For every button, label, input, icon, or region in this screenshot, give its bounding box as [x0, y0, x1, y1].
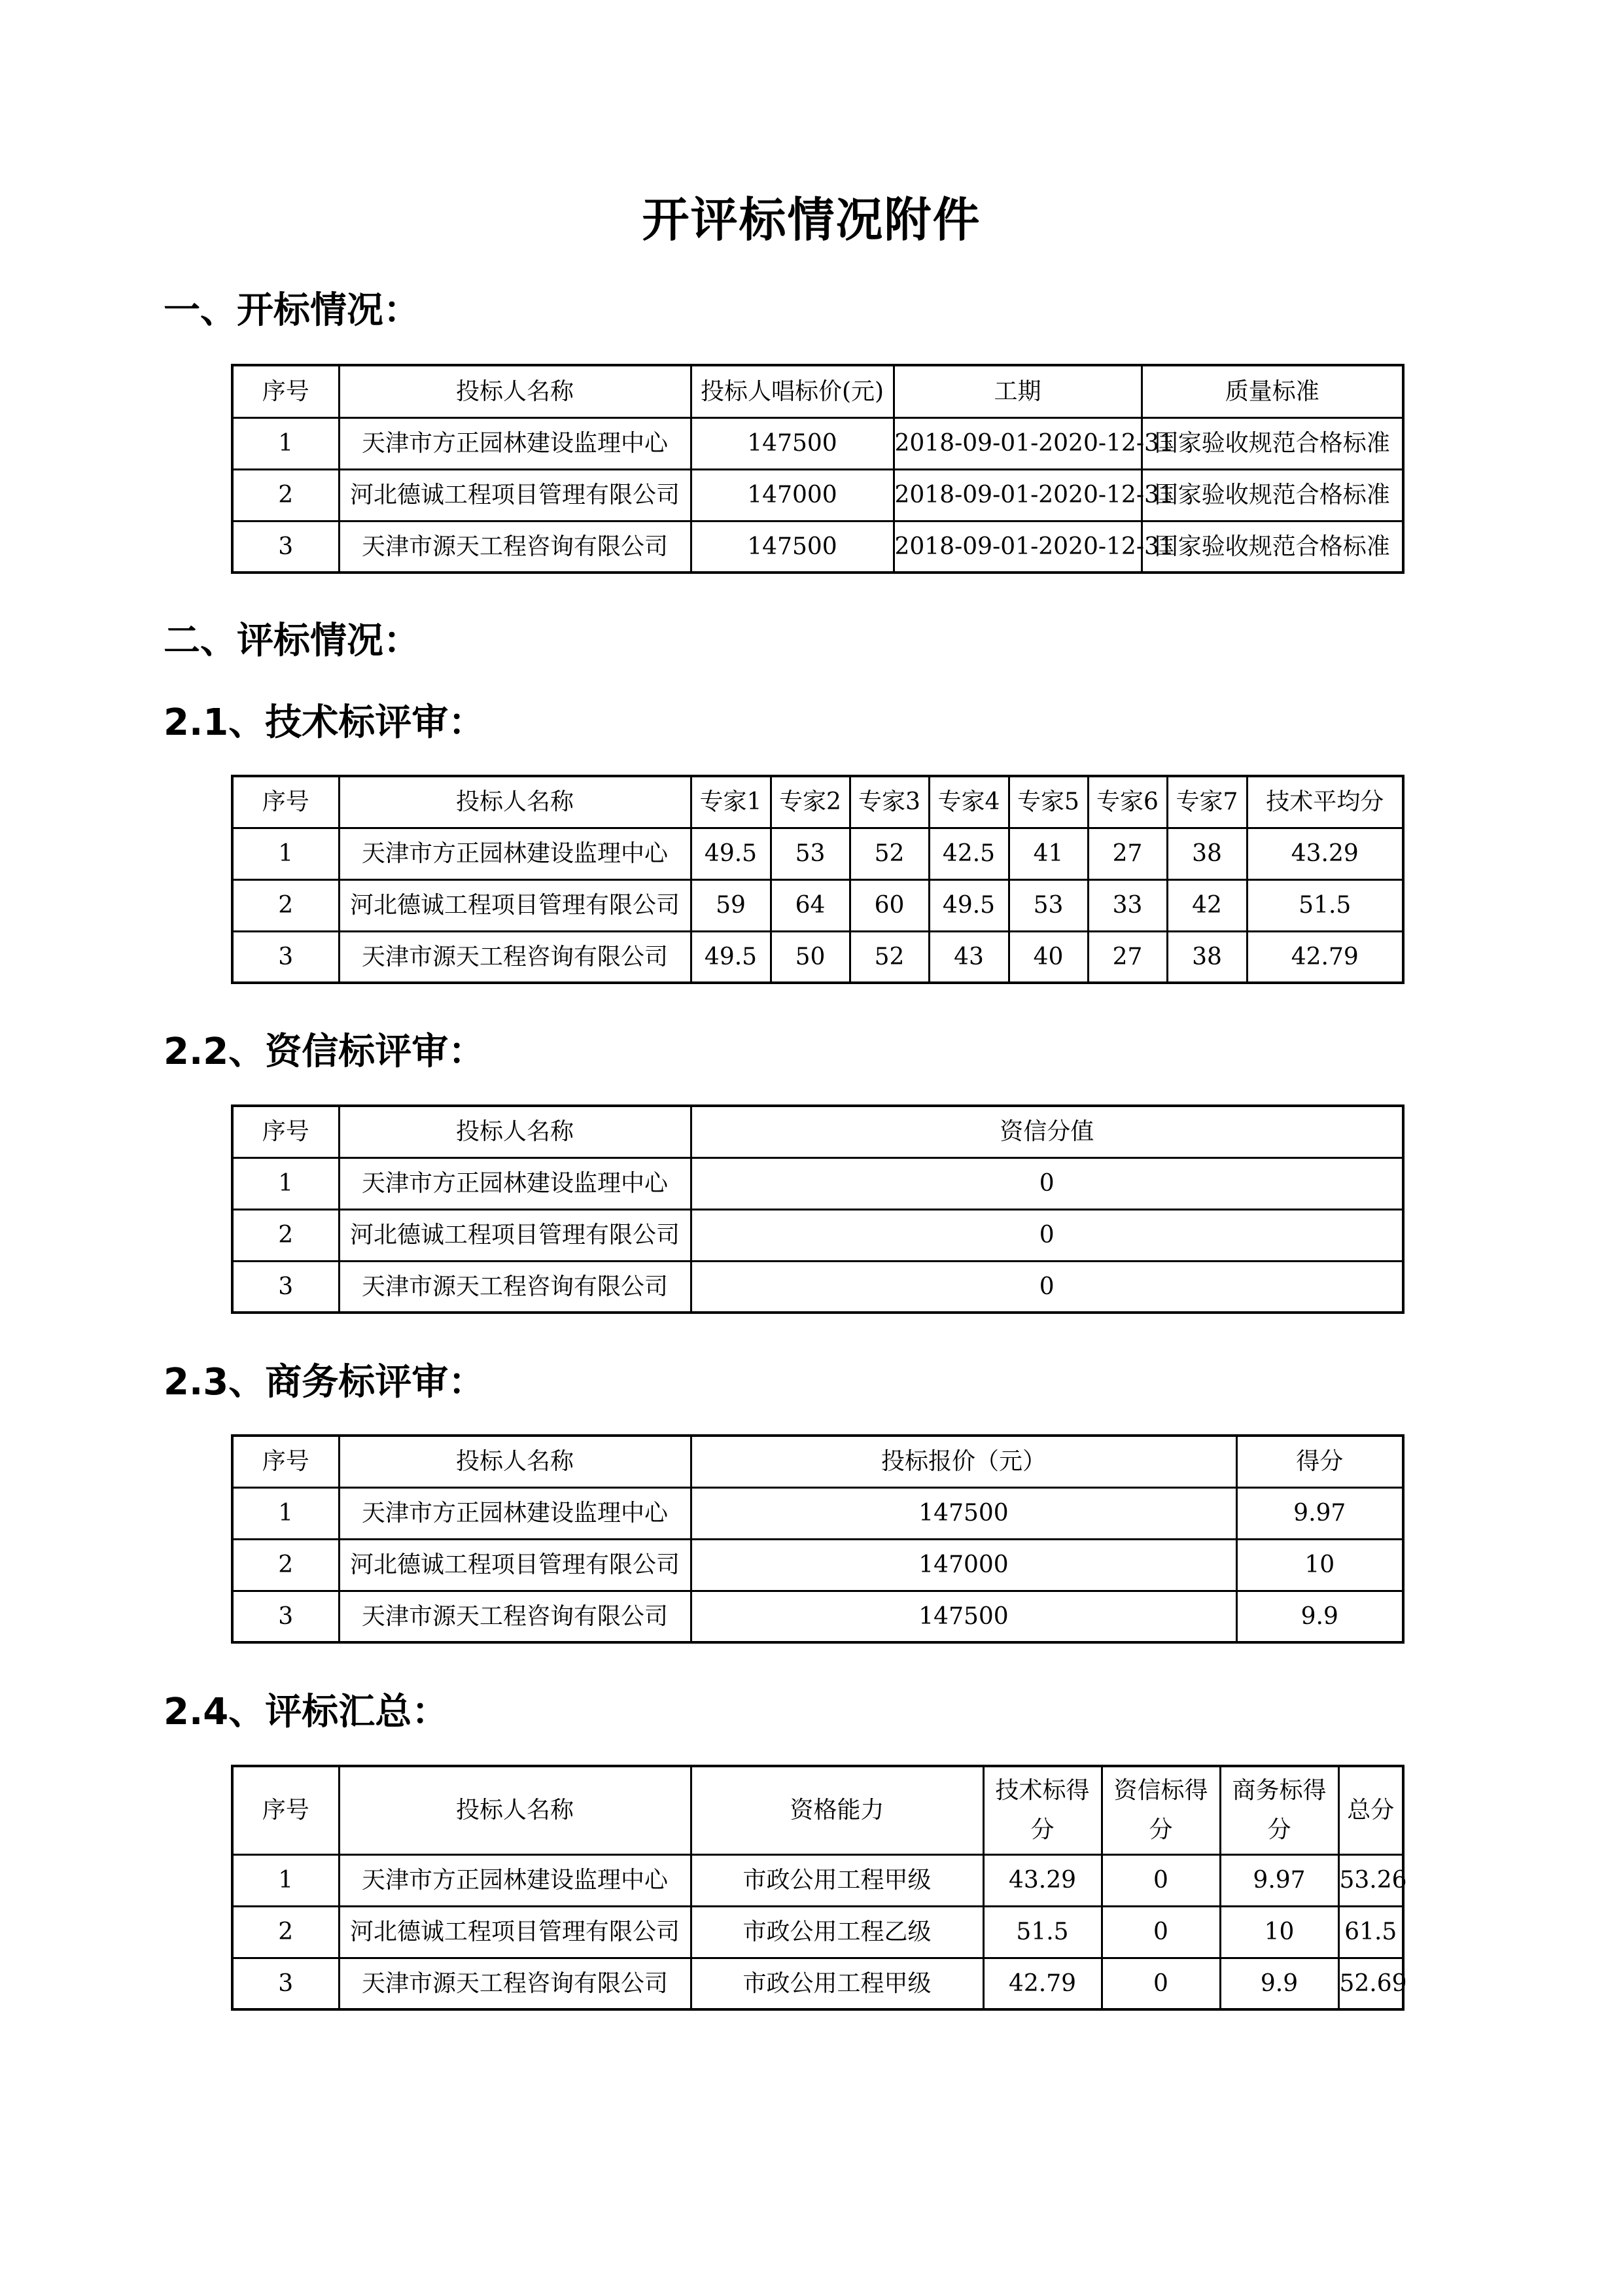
cell-total-score: 53.26 [1338, 1854, 1403, 1906]
cell-technical-score: 51.5 [983, 1906, 1102, 1958]
cell-bid-price: 147500 [691, 521, 894, 573]
cell-bidder-name: 天津市方正园林建设监理中心 [339, 417, 691, 469]
cell-expert-2: 64 [771, 879, 850, 931]
header-index: 序号 [232, 1106, 339, 1157]
cell-expert-3: 52 [850, 828, 929, 879]
cell-duration: 2018-09-01-2020-12-31 [894, 469, 1142, 521]
cell-index: 2 [232, 879, 339, 931]
opening-header-row [232, 365, 1403, 417]
technical-header-row [232, 776, 1403, 828]
cell-index: 2 [232, 1906, 339, 1958]
cell-bidder-name: 河北德诚工程项目管理有限公司 [339, 1209, 691, 1261]
section-business-heading: 2.3、商务标评审： [164, 1361, 485, 1404]
summary-table [231, 1765, 1405, 2011]
cell-expert-7: 42 [1167, 879, 1247, 931]
cell-index: 1 [232, 1854, 339, 1906]
cell-total-score: 52.69 [1338, 1958, 1403, 2009]
cell-total-score: 61.5 [1338, 1906, 1403, 1958]
business-table [231, 1434, 1405, 1644]
header-score: 得分 [1236, 1436, 1403, 1487]
cell-bidder-name: 天津市方正园林建设监理中心 [339, 828, 691, 879]
cell-qualification: 市政公用工程甲级 [691, 1854, 983, 1906]
header-bidder-name: 投标人名称 [339, 365, 691, 417]
table-row [232, 469, 1403, 521]
cell-score: 10 [1236, 1539, 1403, 1591]
cell-expert-2: 53 [771, 828, 850, 879]
cell-tech-average: 51.5 [1247, 879, 1403, 931]
cell-quoted-price: 147500 [691, 1487, 1236, 1539]
cell-bidder-name: 天津市源天工程咨询有限公司 [339, 1591, 691, 1642]
cell-credit-score: 0 [1102, 1906, 1220, 1958]
header-expert-2: 专家2 [771, 776, 850, 828]
header-duration: 工期 [894, 365, 1142, 417]
cell-bidder-name: 河北德诚工程项目管理有限公司 [339, 1539, 691, 1591]
section-summary-heading: 2.4、评标汇总： [164, 1691, 449, 1733]
header-bidder-name: 投标人名称 [339, 1436, 691, 1487]
cell-bidder-name: 河北德诚工程项目管理有限公司 [339, 879, 691, 931]
header-quality: 质量标准 [1142, 365, 1403, 417]
table-row [232, 931, 1403, 983]
cell-technical-score: 43.29 [983, 1854, 1102, 1906]
credit-header-row [232, 1106, 1403, 1157]
cell-index: 3 [232, 1261, 339, 1313]
cell-bidder-name: 河北德诚工程项目管理有限公司 [339, 469, 691, 521]
cell-index: 2 [232, 1209, 339, 1261]
cell-business-score: 9.9 [1220, 1958, 1338, 2009]
cell-index: 2 [232, 1539, 339, 1591]
cell-expert-7: 38 [1167, 931, 1247, 983]
section-opening-heading: 一、开标情况： [164, 289, 420, 332]
cell-expert-6: 27 [1088, 828, 1167, 879]
cell-bidder-name: 天津市方正园林建设监理中心 [339, 1157, 691, 1209]
cell-expert-1: 49.5 [691, 828, 771, 879]
cell-index: 1 [232, 828, 339, 879]
header-expert-6: 专家6 [1088, 776, 1167, 828]
header-technical-score: 技术标得分 [983, 1766, 1102, 1854]
table-row [232, 417, 1403, 469]
cell-score: 9.9 [1236, 1591, 1403, 1642]
cell-expert-5: 41 [1009, 828, 1088, 879]
cell-index: 3 [232, 521, 339, 573]
cell-bidder-name: 天津市源天工程咨询有限公司 [339, 931, 691, 983]
cell-quality: 国家验收规范合格标准 [1142, 469, 1403, 521]
header-index: 序号 [232, 1766, 339, 1854]
cell-expert-5: 40 [1009, 931, 1088, 983]
table-row [232, 1539, 1403, 1591]
cell-expert-5: 53 [1009, 879, 1088, 931]
cell-bidder-name: 天津市源天工程咨询有限公司 [339, 521, 691, 573]
cell-bid-price: 147000 [691, 469, 894, 521]
cell-expert-1: 49.5 [691, 931, 771, 983]
header-expert-5: 专家5 [1009, 776, 1088, 828]
section-technical-heading: 2.1、技术标评审： [164, 701, 485, 744]
header-total-score: 总分 [1338, 1766, 1403, 1854]
cell-index: 3 [232, 1958, 339, 2009]
header-credit-score: 资信标得分 [1102, 1766, 1220, 1854]
cell-business-score: 10 [1220, 1906, 1338, 1958]
cell-tech-average: 43.29 [1247, 828, 1403, 879]
opening-table [231, 364, 1405, 574]
cell-duration: 2018-09-01-2020-12-31 [894, 417, 1142, 469]
cell-expert-6: 27 [1088, 931, 1167, 983]
cell-bid-price: 147500 [691, 417, 894, 469]
business-header-row [232, 1436, 1403, 1487]
cell-quoted-price: 147500 [691, 1591, 1236, 1642]
document-title: 开评标情况附件 [642, 192, 981, 247]
cell-technical-score: 42.79 [983, 1958, 1102, 2009]
cell-credit-score: 0 [691, 1157, 1403, 1209]
section-evaluation-heading: 二、评标情况： [164, 620, 420, 662]
cell-index: 1 [232, 417, 339, 469]
cell-quality: 国家验收规范合格标准 [1142, 417, 1403, 469]
cell-quoted-price: 147000 [691, 1539, 1236, 1591]
cell-index: 2 [232, 469, 339, 521]
header-credit-score: 资信分值 [691, 1106, 1403, 1157]
table-row [232, 1487, 1403, 1539]
section-credit-heading: 2.2、资信标评审： [164, 1031, 485, 1073]
credit-table [231, 1104, 1405, 1314]
table-row [232, 1906, 1403, 1958]
cell-expert-7: 38 [1167, 828, 1247, 879]
header-index: 序号 [232, 1436, 339, 1487]
table-row [232, 1591, 1403, 1642]
cell-duration: 2018-09-01-2020-12-31 [894, 521, 1142, 573]
cell-expert-1: 59 [691, 879, 771, 931]
cell-expert-3: 52 [850, 931, 929, 983]
header-index: 序号 [232, 776, 339, 828]
table-row [232, 1854, 1403, 1906]
cell-qualification: 市政公用工程乙级 [691, 1906, 983, 1958]
header-tech-average: 技术平均分 [1247, 776, 1403, 828]
header-expert-7: 专家7 [1167, 776, 1247, 828]
header-business-score: 商务标得分 [1220, 1766, 1338, 1854]
table-row [232, 1261, 1403, 1313]
cell-bidder-name: 天津市方正园林建设监理中心 [339, 1854, 691, 1906]
cell-expert-4: 42.5 [929, 828, 1009, 879]
header-qualification: 资格能力 [691, 1766, 983, 1854]
header-bidder-name: 投标人名称 [339, 776, 691, 828]
cell-credit-score: 0 [1102, 1958, 1220, 2009]
header-bidder-name: 投标人名称 [339, 1766, 691, 1854]
header-quoted-price: 投标报价（元） [691, 1436, 1236, 1487]
cell-qualification: 市政公用工程甲级 [691, 1958, 983, 2009]
cell-bidder-name: 天津市源天工程咨询有限公司 [339, 1958, 691, 2009]
table-row [232, 1157, 1403, 1209]
cell-expert-4: 49.5 [929, 879, 1009, 931]
table-row [232, 1209, 1403, 1261]
cell-bidder-name: 天津市源天工程咨询有限公司 [339, 1261, 691, 1313]
cell-expert-4: 43 [929, 931, 1009, 983]
header-bidder-name: 投标人名称 [339, 1106, 691, 1157]
cell-expert-2: 50 [771, 931, 850, 983]
table-row [232, 521, 1403, 573]
header-expert-4: 专家4 [929, 776, 1009, 828]
cell-index: 3 [232, 931, 339, 983]
header-expert-3: 专家3 [850, 776, 929, 828]
table-row [232, 879, 1403, 931]
cell-bidder-name: 河北德诚工程项目管理有限公司 [339, 1906, 691, 1958]
cell-bidder-name: 天津市方正园林建设监理中心 [339, 1487, 691, 1539]
cell-index: 1 [232, 1487, 339, 1539]
cell-credit-score: 0 [1102, 1854, 1220, 1906]
technical-table [231, 775, 1405, 984]
summary-header-row [232, 1766, 1403, 1854]
cell-credit-score: 0 [691, 1209, 1403, 1261]
cell-quality: 国家验收规范合格标准 [1142, 521, 1403, 573]
header-index: 序号 [232, 365, 339, 417]
header-bid-price: 投标人唱标价(元) [691, 365, 894, 417]
header-expert-1: 专家1 [691, 776, 771, 828]
table-row [232, 1958, 1403, 2009]
cell-credit-score: 0 [691, 1261, 1403, 1313]
cell-business-score: 9.97 [1220, 1854, 1338, 1906]
cell-score: 9.97 [1236, 1487, 1403, 1539]
cell-expert-6: 33 [1088, 879, 1167, 931]
cell-tech-average: 42.79 [1247, 931, 1403, 983]
table-row [232, 828, 1403, 879]
cell-index: 1 [232, 1157, 339, 1209]
cell-expert-3: 60 [850, 879, 929, 931]
cell-index: 3 [232, 1591, 339, 1642]
